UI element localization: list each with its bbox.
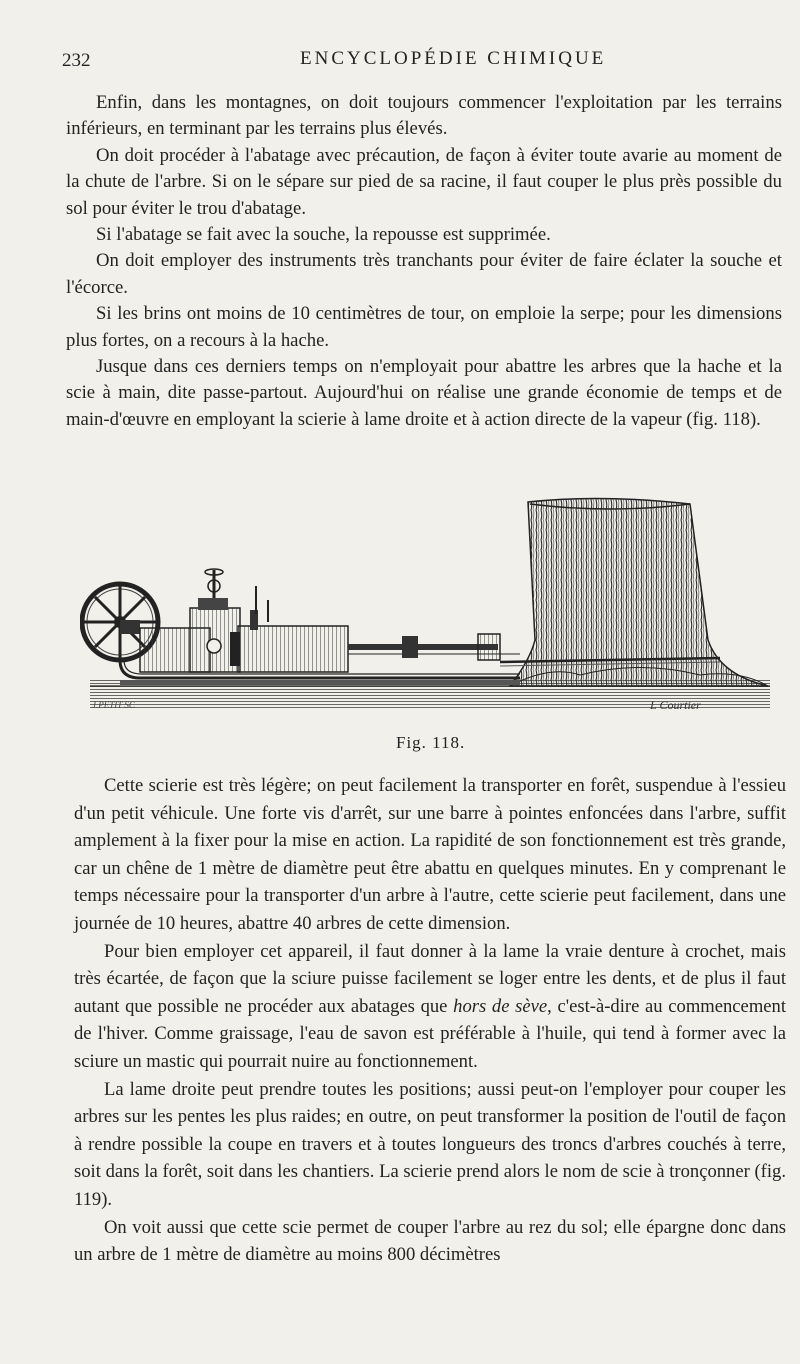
paragraph — [74, 938, 786, 1076]
paragraph: La lame droite peut prendre toutes les positions; aussi peut-on l'employer pour couper les arbres sur les pentes les plus raides; en outre, on peut transformer la position de l'outil de façon à rendre possible la coupe en travers et à toutes longueurs des troncs d'arbres couchés à terre, soit dans la forêt, soit dans les chantiers. La scierie prend alors le nom de scie à tronçonner (fig. 119). — [74, 1078, 786, 1210]
engraver-signature-left: J.PETIT SC — [92, 700, 135, 710]
paragraph-text: Pour bien employer cet appareil, il faut donner à la lame la vraie denture à crochet, mais très écartée, de façon que la sciure puisse facilement se loger entre les dents, et de plus il faut autant que possible ne procéder aux abatages que — [74, 940, 786, 1017]
paragraph: On doit employer des instruments très tranchants pour éviter de faire éclater la souche et l'écorce. — [66, 250, 782, 298]
paragraph: Jusque dans ces derniers temps on n'employait pour abattre les arbres que la hache et la scie à main, dite passe-partout. Aujourd'hui on réalise une grande économie de temps et de main-d'œuvre en employant la scierie à lame droite et à action directe de la vapeur (fig. 118). — [66, 356, 782, 430]
engraving — [80, 490, 780, 730]
engraver-signature-right: L Courtier — [650, 698, 701, 712]
paragraph: Cette scierie est très légère; on peut facilement la transporter en forêt, suspendue à l'essieu d'un petit véhicule. Une forte vis d'arrêt, sur une barre à pointes enfoncées dans l'arbre, suffit amplement à la fixer pour la mise en action. La rapidité de son fonctionnement est très grande, car un chêne de 1 mètre de diamètre peut être abattu en quelques minutes. En y comprenant le temps nécessaire pour la transporter d'un arbre à l'autre, cette scierie peut facilement, dans une journée de 10 heures, abattre 40 arbres de cette dimension. — [74, 775, 786, 934]
paragraph: Si les brins ont moins de 10 centimètres de tour, on emploie la serpe; pour les dimensions plus fortes, on a recours à la hache. — [66, 303, 782, 351]
body-text-bottom — [74, 772, 786, 1269]
paragraph: Enfin, dans les montagnes, on doit toujours commencer l'exploitation par les terrains inférieurs, en terminant par les terrains plus élevés. — [66, 92, 782, 140]
paragraph: Si l'abatage se fait avec la souche, la repousse est supprimée. — [96, 224, 551, 246]
page-header — [60, 48, 760, 76]
paragraph: On voit aussi que cette scie permet de couper l'arbre au rez du sol; elle épargne donc dans un arbre de 1 mètre de diamètre au moins 800 décimètres — [74, 1216, 786, 1266]
tree-stump — [510, 498, 768, 686]
figure-caption: Fig. 118. — [396, 733, 466, 752]
italic-term: hors de sève — [453, 995, 548, 1017]
running-title: ENCYCLOPÉDIE CHIMIQUE — [300, 48, 607, 69]
paragraph-text: , c'est-à-dire au commencement de l'hiver. Comme graissage, l'eau de savon est préférable à l'huile, qui tend à former avec la sciure un mastic qui pourrait nuire au fonctionnement. — [74, 995, 786, 1072]
steam-saw-illustration — [80, 490, 780, 730]
body-text-top — [66, 90, 782, 433]
paragraph: On doit procéder à l'abatage avec précaution, de façon à éviter toute avarie au moment de la chute de l'arbre. Si on le sépare sur pied de sa racine, il faut couper le plus près possible du sol pour éviter le trou d'abatage. — [66, 144, 782, 219]
page-number: 232 — [62, 50, 91, 71]
